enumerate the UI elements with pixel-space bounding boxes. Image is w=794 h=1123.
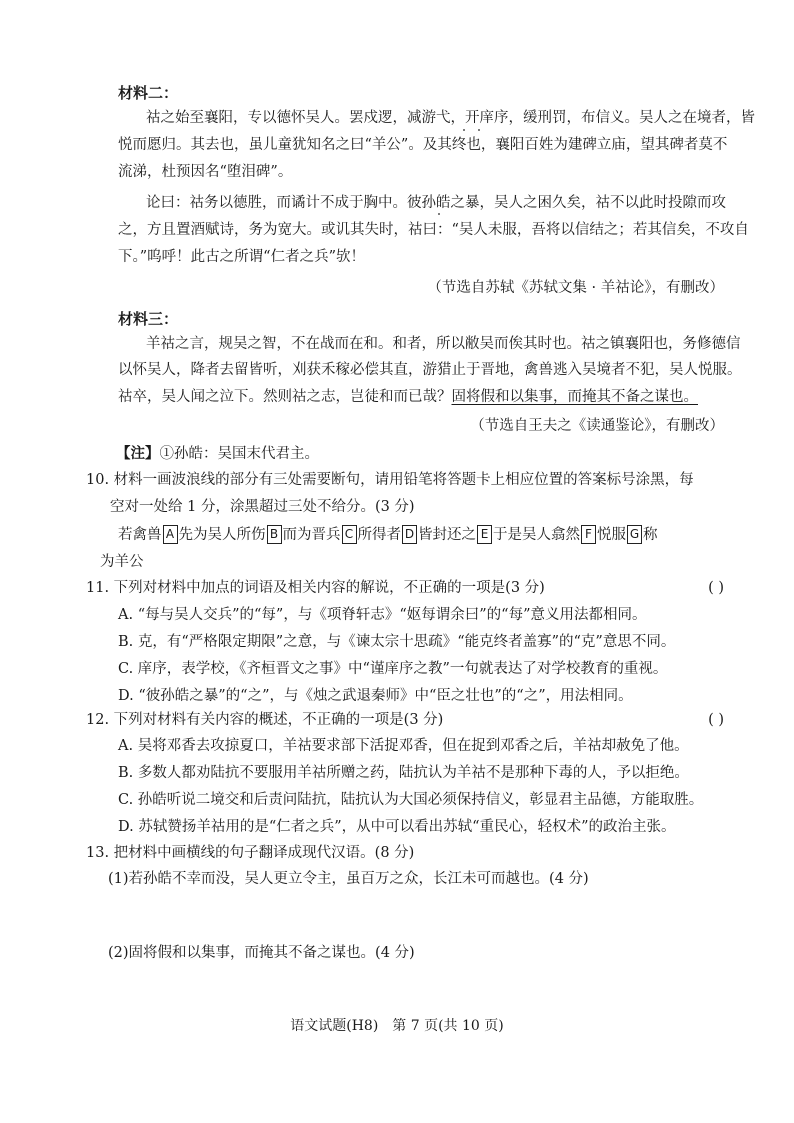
q12-option-d[interactable]: D. 苏轼赞扬羊祜用的是“仁者之兵”，从中可以看出苏轼“重民心，轻权术”的政治主张。	[118, 819, 676, 835]
material2-source: （节选自苏轼《苏轼文集 · 羊祜论》，有删改）	[427, 280, 724, 296]
q12-answer-paren[interactable]: ( )	[708, 712, 724, 728]
q10-segment: 而为晋兵	[282, 527, 341, 543]
answer-box-b[interactable]: B	[267, 525, 282, 544]
q13-sentence-1: (1)若孙皓不幸而没，吴人更立令主，虽百万之众，长江未可而越也。(4 分)	[108, 871, 589, 887]
q12-option-a[interactable]: A. 吴将邓香去攻掠夏口，羊祜要求部下活捉邓香，但在捉到邓香之后，羊祜却赦免了他。	[118, 738, 689, 754]
q11-stem: 11. 下列对材料中加点的词语及相关内容的解说，不正确的一项是(3 分)	[86, 580, 545, 596]
material2-p1-line1: 祜之始至襄阳，专以德怀吴人。罢戍逻，减游弋，开庠序，缓刑罚，布信义。吴人之在境者，皆	[146, 110, 755, 126]
answer-box-a[interactable]: A	[163, 525, 178, 544]
q11-option-c[interactable]: C. 庠序，表学校，《齐桓晋文之事》中“谨庠序之教”一句就表达了对学校教育的重视。	[118, 661, 668, 677]
q12-option-b[interactable]: B. 多数人都劝陆抗不要服用羊祜所赠之药，陆抗认为羊祜不是那种下毒的人，予以拒绝。	[118, 765, 689, 781]
material2-p2-line1: 论曰：祜务以德胜，而谲计不成于胸中。彼孙皓之暴，吴人之困久矣，祜不以此时投隙而攻	[146, 195, 726, 211]
material2-title: 材料二：	[118, 84, 179, 102]
q10-tail: 为羊公	[100, 554, 144, 570]
material2-p2-line3: 下。”呜呼！此古之所谓“仁者之兵”欤！	[118, 249, 365, 265]
answer-box-g[interactable]: G	[627, 525, 642, 544]
q12-stem: 12. 下列对材料有关内容的概述，不正确的一项是(3 分)	[86, 712, 444, 728]
emphasis-dot	[478, 129, 480, 131]
material2-p1-line3: 流涕，杜预因名“堕泪碑”。	[118, 164, 293, 180]
material3-p1-line2: 以怀吴人，降者去留皆听，刈获禾稼必偿其直，游猎止于晋地，禽兽逃入吴境者不犯，吴人悦服。	[118, 362, 742, 378]
q10-segment: 称	[643, 527, 658, 543]
q10-stem-line1: 10. 材料一画波浪线的部分有三处需要断句，请用铅笔将答题卡上相应位置的答案标号涂黑，每	[86, 472, 694, 488]
q10-segment: 若禽兽	[118, 527, 162, 543]
q10-segment: 悦服	[597, 527, 626, 543]
material2-p1-line2: 悦而愿归。其去也，虽儿童犹知名之曰“羊公”。及其终也，襄阳百姓为建碑立庙，望其碑者莫不	[118, 137, 728, 153]
q12-option-c[interactable]: C. 孙皓听说二境交和后责问陆抗，陆抗认为大国必须保持信义，彰显君主品德，方能取胜。	[118, 792, 704, 808]
note-tag: 【注】	[116, 446, 160, 462]
material3-p1-line3	[118, 387, 724, 407]
page-footer: 语文试题(H8) 第 7 页(共 10 页)	[290, 1018, 504, 1034]
q13-stem: 13. 把材料中画横线的句子翻译成现代汉语。(8 分)	[86, 845, 415, 861]
answer-box-c[interactable]: C	[342, 525, 357, 544]
material3-plain-text: 祜卒，吴人闻之泣下。然则祜之志，岂徒和而已哉？	[118, 389, 452, 405]
answer-box-f[interactable]: F	[581, 525, 596, 544]
q11-option-d[interactable]: D. “彼孙皓之暴”的“之”，与《烛之武退秦师》中“臣之壮也”的“之”，用法相同。	[118, 688, 633, 704]
emphasis-dot	[463, 129, 465, 131]
q10-stem-line2: 空对一处给 1 分，涂黑超过三处不给分。(3 分)	[110, 499, 415, 515]
q10-segment: 皆封还之	[418, 527, 476, 543]
note-text: ①孙皓：吴国末代君主。	[159, 446, 319, 462]
q11-option-a[interactable]: A. “每与吴人交兵”的“每”，与《项脊轩志》“妪每谓余曰”的“每”意义用法都相同。	[118, 607, 647, 623]
note	[116, 444, 319, 464]
emphasis-dot	[438, 213, 440, 215]
material3-p1-line1: 羊祜之言，规吴之智，不在战而在和。和者，所以敝吴而俟其时也。祜之镇襄阳也，务修德信	[146, 336, 741, 352]
answer-box-e[interactable]: E	[477, 525, 492, 544]
q10-segment: 所得者	[357, 527, 401, 543]
material2-p2-line2: 之，方且置酒赋诗，务为宽大。或讥其失时，祜曰：“吴人未服，吾将以信结之；若其信矣，不攻自	[118, 222, 749, 238]
material3-source: （节选自王夫之《读通鉴论》，有删改）	[470, 418, 724, 434]
q10-segment: 于是吴人翕然	[493, 527, 580, 543]
material3-title: 材料三：	[118, 310, 179, 328]
answer-box-d[interactable]: D	[402, 525, 417, 544]
q11-answer-paren[interactable]: ( )	[708, 580, 724, 596]
q13-sentence-2: (2)固将假和以集事，而掩其不备之谋也。(4 分)	[108, 945, 415, 961]
q10-sentence-boxes	[118, 524, 658, 546]
q11-option-b[interactable]: B. 克，有“严格限定期限”之意，与《谏太宗十思疏》“能克终者盖寡”的“克”意思不同。	[118, 634, 676, 650]
underlined-sentence: 固将假和以集事，而掩其不备之谋也。	[451, 389, 698, 405]
q10-segment: 先为吴人所伤	[178, 527, 266, 543]
